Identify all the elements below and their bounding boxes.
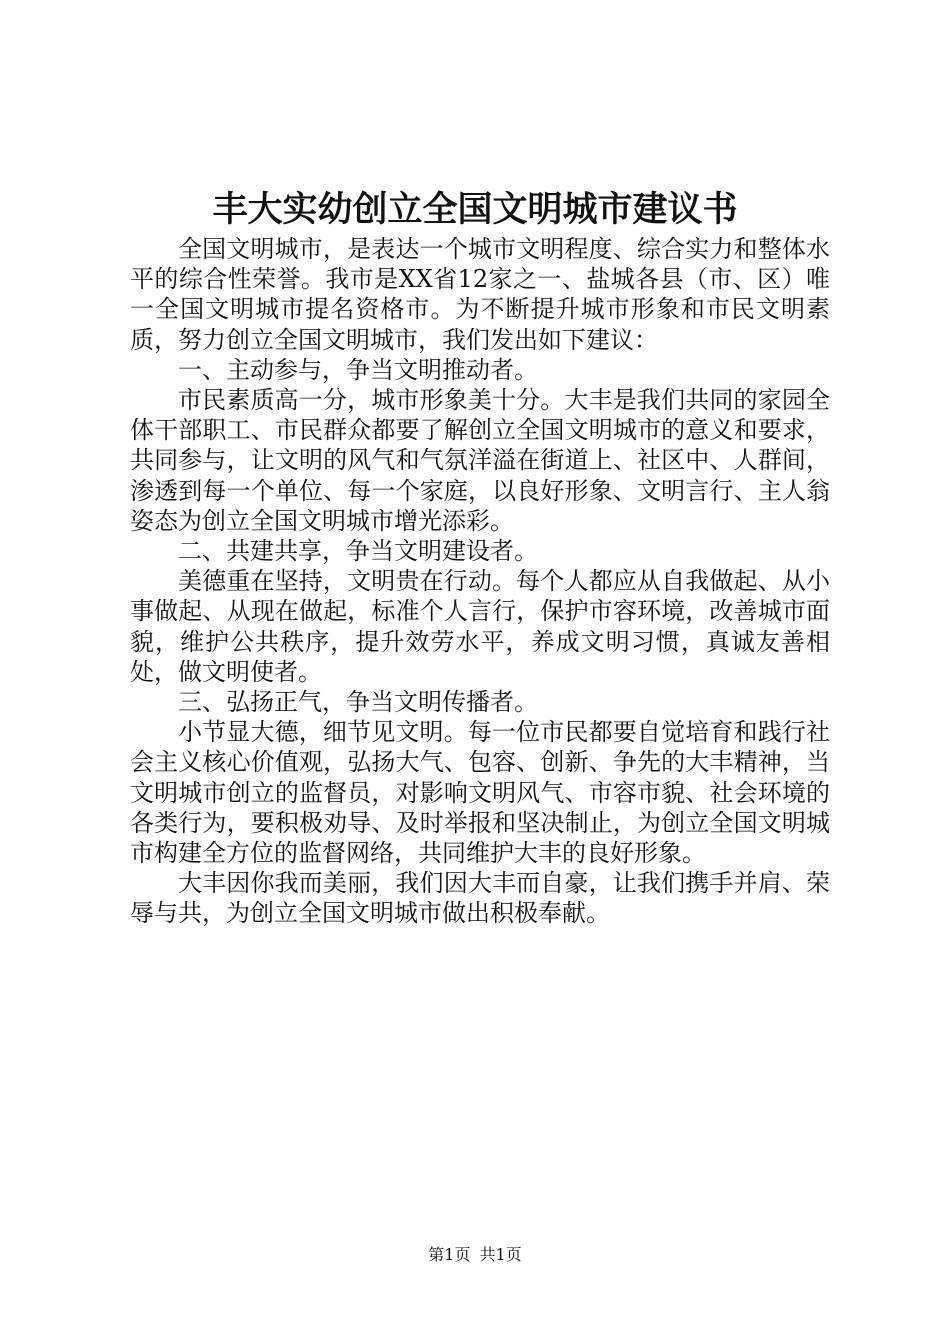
section-heading-2: 二、共建共享，争当文明建设者。 [178, 537, 538, 566]
document-title: 丰大实幼创立全国文明城市建议书 [212, 190, 738, 230]
section-paragraph-1: 市民素质高一分，城市形象美十分。大丰是我们共同的家园全体干部职工、市民群众都要了解创立全国文明城市的意义和要求，共同参与，让文明的风气和气氛洋溢在街道上、社区中、人群间，渗透到每一个单位、每一个家庭，以良好形象、文明言行、主人翁姿态为创立全国文明城市增光添彩。 [130, 386, 830, 535]
section-paragraph-2: 美德重在坚持，文明贵在行动。每个人都应从自我做起、从小事做起、从现在做起，标准个人言行，保护市容环境，改善城市面貌，维护公共秩序，提升效劳水平，养成文明习惯，真诚友善相处，做文明使者。 [130, 567, 830, 686]
section-heading-1: 一、主动参与，争当文明推动者。 [178, 355, 538, 384]
page-number: 第1页 [428, 1245, 471, 1264]
section-paragraph-3: 小节显大德，细节见文明。每一位市民都要自觉培育和践行社会主义核心价值观，弘扬大气、包容、创新、争先的大丰精神，当文明城市创立的监督员，对影响文明风气、市容市貌、社会环境的各类行为，要积极劝导、及时举报和坚决制止，为创立全国文明城市构建全方位的监督网络，共同维护大丰的良好形象。 [130, 718, 830, 868]
closing-paragraph: 大丰因你我而美丽，我们因大丰而自豪，让我们携手并肩、荣辱与共，为创立全国文明城市做出积极奉献。 [130, 869, 830, 928]
document-body [130, 234, 830, 929]
intro-paragraph: 全国文明城市，是表达一个城市文明程度、综合实力和整体水平的综合性荣誉。我市是XX省12家之一、盐城各县（市、区）唯一全国文明城市提名资格市。为不断提升城市形象和市民文明素质，努力创立全国文明城市，我们发出如下建议： [130, 235, 830, 354]
page-total: 共1页 [479, 1245, 522, 1264]
page-footer [0, 1244, 950, 1266]
section-heading-3: 三、弘扬正气，争当文明传播者。 [178, 688, 538, 717]
